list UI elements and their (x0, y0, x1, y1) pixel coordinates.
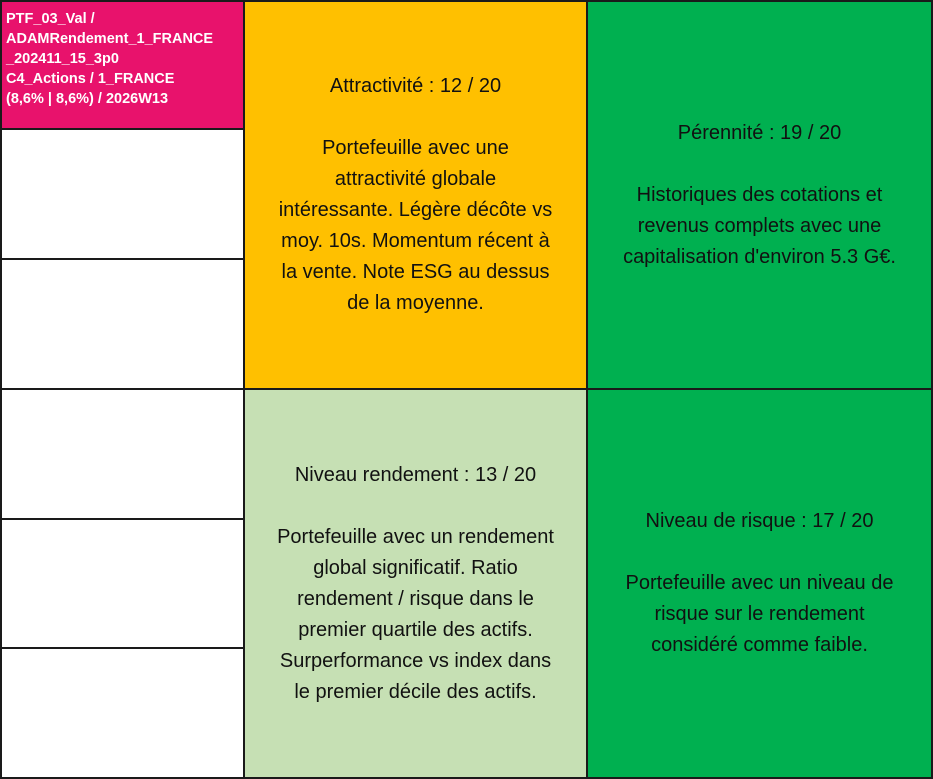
empty-cell-4 (0, 518, 245, 649)
rendement-score: Niveau rendement : 13 / 20 (294, 463, 537, 486)
attractivite-card (243, 0, 588, 390)
rendement-description: Portefeuille avec un rendement global significatif. Ratio rendement / risque dans le premier quartile des actifs. Surperformance vs index dans le premier décile des actifs. (277, 525, 554, 703)
title-line-1: PTF_03_Val / (6, 11, 95, 27)
attractivite-score: Attractivité : 12 / 20 (329, 75, 502, 97)
risque-score: Niveau de risque : 17 / 20 (645, 510, 874, 532)
empty-cell-3 (0, 388, 245, 520)
rendement-card (243, 388, 588, 779)
attractivite-description: Portefeuille avec une attractivité globale intéressante. Légère décôte vs moy. 10s. Momentum récent à la vente. Note ESG au dessus de la moyenne. (278, 137, 553, 314)
empty-cell-5 (0, 647, 245, 779)
title-line-3: _202411_15_3p0 (6, 51, 119, 67)
risque-card (586, 388, 933, 779)
portfolio-title-cell (0, 0, 245, 130)
perennite-card (586, 0, 933, 390)
title-line-2: ADAMRendement_1_FRANCE (6, 31, 214, 47)
empty-cell-1 (0, 128, 245, 260)
title-line-4: C4_Actions / 1_FRANCE (6, 71, 175, 87)
perennite-description: Historiques des cotations et revenus complets avec une capitalisation d'environ 5.3 G€. (623, 183, 896, 268)
perennite-score: Pérennité : 19 / 20 (677, 121, 842, 144)
title-line-5: (8,6% | 8,6%) / 2026W13 (6, 91, 169, 107)
empty-cell-2 (0, 258, 245, 390)
risque-description: Portefeuille avec un niveau de risque sur le rendement considéré comme faible. (625, 572, 894, 656)
